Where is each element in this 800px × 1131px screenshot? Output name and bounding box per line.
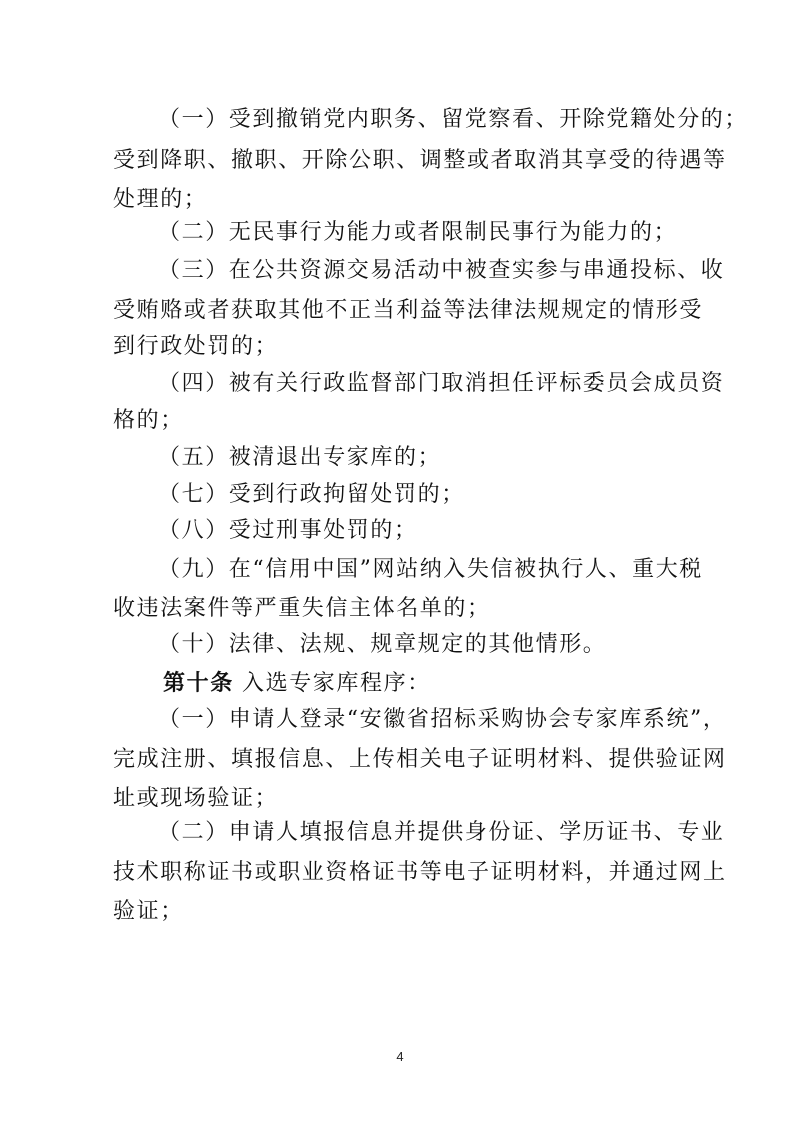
line-text: （二）申请人填报信息并提供身份证、学历证书、专业 xyxy=(158,820,725,845)
line-text: （九）在“信用中国”网站纳入失信被执行人、重大税 xyxy=(158,557,703,582)
line-text: （二）无民事行为能力或者限制民事行为能力的； xyxy=(158,220,678,245)
line-text: 收违法案件等严重失信主体名单的； xyxy=(113,596,491,621)
line-text: 入选专家库程序： xyxy=(242,671,431,696)
line-text: （五）被清退出专家库的； xyxy=(158,445,442,470)
line-text: （八）受过刑事处罚的； xyxy=(158,518,418,543)
line-text: 到行政处罚的； xyxy=(113,334,279,359)
line-text: （七）受到行政拘留处罚的； xyxy=(158,482,465,507)
line-text: 处理的； xyxy=(113,187,208,212)
line-text: （三）在公共资源交易活动中被查实参与串通投标、收 xyxy=(158,258,725,283)
line-text: （一）受到撤销党内职务、留党察看、开除党籍处分的； xyxy=(158,107,749,132)
line-text: 受到降职、撤职、开除公职、调整或者取消其享受的待遇等 xyxy=(113,148,727,173)
line-text: 完成注册、填报信息、上传相关电子证明材料、提供验证网 xyxy=(113,747,727,772)
line-text: 址或现场验证； xyxy=(113,786,279,811)
line-text: 格的； xyxy=(113,408,184,433)
line-text: （一）申请人登录“安徽省招标采购协会专家库系统”， xyxy=(158,707,727,732)
line-text: 受贿赂或者获取其他不正当利益等法律法规规定的情形受 xyxy=(113,298,704,323)
line-text: （十）法律、法规、规章规定的其他情形。 xyxy=(158,632,607,657)
line-text: 验证； xyxy=(113,899,184,924)
line-text: （四）被有关行政监督部门取消担任评标委员会成员资 xyxy=(158,371,725,396)
line-text: 技术职称证书或职业资格证书等电子证明材料，并通过网上 xyxy=(113,860,727,885)
page-number: 4 xyxy=(396,1049,404,1064)
article-heading: 第十条 xyxy=(163,671,234,696)
